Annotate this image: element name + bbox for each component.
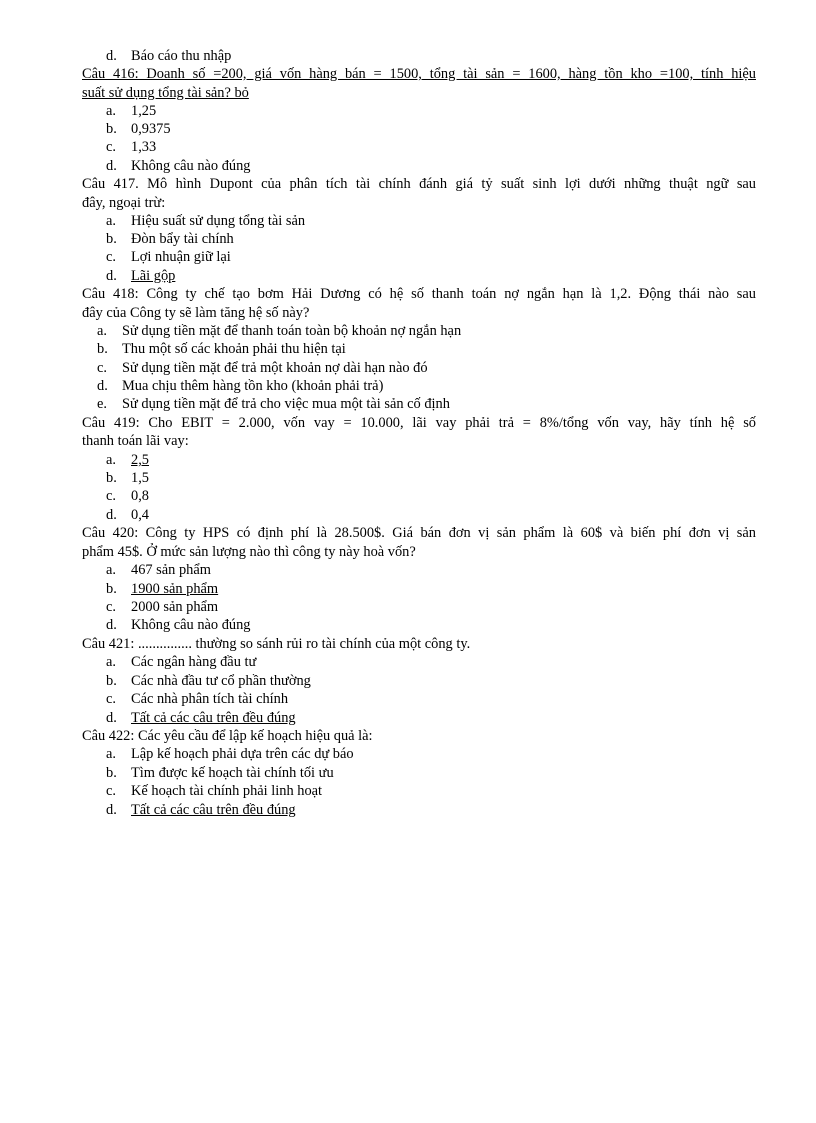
option-text: Đòn bẩy tài chính (131, 231, 234, 247)
option-text: Các ngân hàng đầu tư (131, 654, 257, 670)
option-text: Không câu nào đúng (131, 158, 251, 174)
option-label: b. (97, 341, 108, 357)
option-text: 0,9375 (131, 121, 171, 137)
option-text: 0,8 (131, 488, 149, 504)
option-text: Thu một số các khoản phải thu hiện tại (122, 341, 346, 357)
question-422-line-1: Câu 422: Các yêu cầu để lập kế hoạch hiệu quả là: (82, 728, 373, 744)
option-label: d. (106, 268, 117, 284)
question-416-line-1: Câu 416: Doanh số =200, giá vốn hàng bán = 1500, tổng tài sản = 1600, hàng tồn kho =100, tính hiệu (82, 66, 756, 82)
option-label: b. (106, 673, 117, 689)
option-text: Sử dụng tiền mặt để trả cho việc mua một tài sản cố định (122, 396, 450, 412)
question-417-line-2: đây, ngoại trừ: (82, 195, 166, 211)
option-text: Báo cáo thu nhập (131, 48, 232, 64)
option-label: a. (106, 103, 116, 119)
option-label: e. (97, 396, 107, 412)
option-label: b. (106, 765, 117, 781)
option-text: Tất cả các câu trên đều đúng (131, 710, 296, 726)
option-text: Các nhà phân tích tài chính (131, 691, 289, 707)
option-text: Sử dụng tiền mặt để trả một khoản nợ dài hạn nào đó (122, 360, 428, 376)
option-text: Tất cả các câu trên đều đúng (131, 802, 296, 818)
option-label: a. (97, 323, 107, 339)
option-label: b. (106, 121, 117, 137)
option-label: b. (106, 581, 117, 597)
option-label: a. (106, 746, 116, 762)
option-label: c. (106, 249, 116, 265)
option-label: b. (106, 470, 117, 486)
option-label: b. (106, 231, 117, 247)
question-419-line-2: thanh toán lãi vay: (82, 433, 189, 449)
option-label: c. (106, 783, 116, 799)
option-text: Các nhà đầu tư cổ phần thường (131, 673, 311, 689)
option-label: d. (97, 378, 108, 394)
question-418-line-2: đây của Công ty sẽ làm tăng hệ số này? (82, 305, 310, 321)
option-label: d. (106, 802, 117, 818)
option-text: Lợi nhuận giữ lại (131, 249, 231, 265)
option-text: 1,5 (131, 470, 149, 486)
option-text: 1,25 (131, 103, 157, 119)
option-text: Hiệu suất sử dụng tổng tài sản (131, 213, 306, 229)
question-417-line-1: Câu 417. Mô hình Dupont của phân tích tài chính đánh giá tỷ suất sinh lợi dưới những thuật ngữ sau (82, 176, 756, 192)
option-label: c. (106, 599, 116, 615)
option-label: c. (97, 360, 107, 376)
option-label: d. (106, 48, 117, 64)
option-label: a. (106, 654, 116, 670)
option-label: d. (106, 710, 117, 726)
option-text: Lãi gộp (131, 268, 176, 284)
option-text: Kế hoạch tài chính phải linh hoạt (131, 783, 323, 799)
option-text: 2000 sản phẩm (131, 599, 219, 615)
option-label: d. (106, 507, 117, 523)
question-418-line-1: Câu 418: Công ty chế tạo bơm Hải Dương có hệ số thanh toán nợ ngắn hạn là 1,2. Động thái nào sau (82, 286, 756, 302)
option-label: c. (106, 139, 116, 155)
option-text: Mua chịu thêm hàng tồn kho (khoản phải trả) (122, 378, 384, 394)
option-text: Không câu nào đúng (131, 617, 251, 633)
question-420-line-2: phẩm 45$. Ở mức sản lượng nào thì công ty này hoà vốn? (82, 544, 416, 560)
option-text: Sử dụng tiền mặt để thanh toán toàn bộ khoản nợ ngắn hạn (122, 323, 462, 339)
question-419-line-1: Câu 419: Cho EBIT = 2.000, vốn vay = 10.000, lãi vay phải trả = 8%/tổng vốn vay, hãy tính hệ số (82, 415, 756, 431)
option-text: Tìm được kế hoạch tài chính tối ưu (131, 765, 334, 781)
option-text: 467 sản phẩm (131, 562, 211, 578)
option-label: a. (106, 562, 116, 578)
question-420-line-1: Câu 420: Công ty HPS có định phí là 28.500$. Giá bán đơn vị sản phẩm là 60$ và biến phí đơn vị sản (82, 525, 756, 541)
option-text: 0,4 (131, 507, 149, 523)
option-text: Lập kế hoạch phải dựa trên các dự báo (131, 746, 354, 762)
option-label: a. (106, 452, 116, 468)
option-text: 1,33 (131, 139, 157, 155)
option-text: 1900 sản phẩm (131, 581, 219, 597)
option-label: a. (106, 213, 116, 229)
option-label: c. (106, 488, 116, 504)
question-421-line-1: Câu 421: ............... thường so sánh rủi ro tài chính của một công ty. (82, 636, 471, 652)
option-text: 2,5 (131, 452, 149, 468)
option-label: c. (106, 691, 116, 707)
option-label: d. (106, 158, 117, 174)
option-label: d. (106, 617, 117, 633)
question-416-line-2: suất sử dụng tổng tài sản? bỏ (82, 85, 249, 101)
